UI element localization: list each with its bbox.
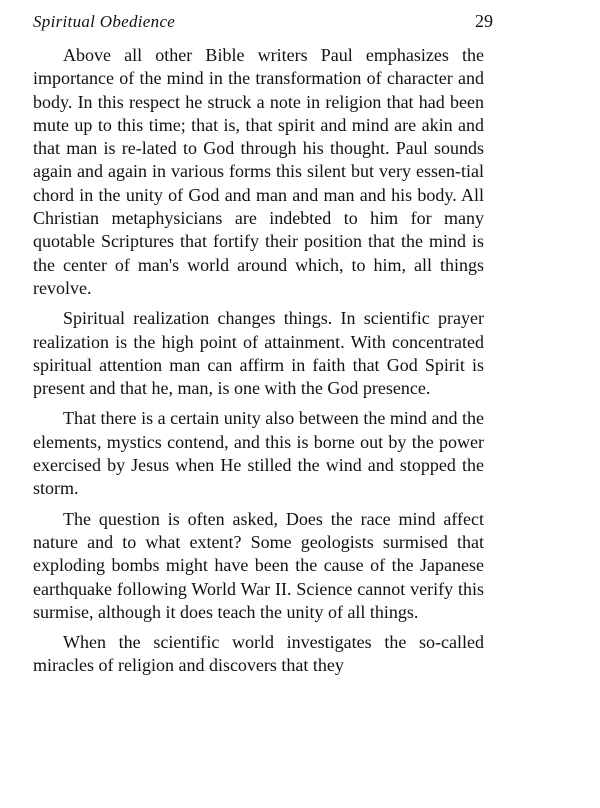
running-head xyxy=(33,12,493,38)
paragraph: When the scientific world investigates the so-called miracles of religion and discovers that they xyxy=(33,632,484,676)
running-title: Spiritual Obedience xyxy=(33,12,176,31)
body-text xyxy=(33,44,484,685)
paragraph: The question is often asked, Does the race mind affect nature and to what extent? Some geologists surmised that exploding bombs might have been the cause of the Japanese earthquake following World War II. Science cannot verify this surmise, although it does teach the unity of all things. xyxy=(33,508,484,622)
paragraph: Above all other Bible writers Paul emphasizes the importance of the mind in the transformation of character and body. In this respect he struck a note in religion that had been mute up to this time; that is, that spirit and mind are akin and that man is re-lated to God through his thought. Paul sounds again and again in various forms this silent but very essen-tial chord in the unity of God and man and man and his body. All Christian metaphysicians are indebted to him for many quotable Scriptures that fortify their position that the mind is the center of man's world around which, to him, all things revolve. xyxy=(33,45,484,298)
page-number: 29 xyxy=(475,11,493,31)
paragraph: Spiritual realization changes things. In scientific prayer realization is the high point of attainment. With concentrated spiritual attention man can affirm in faith that God Spirit is present and that he, man, is one with the God presence. xyxy=(33,308,484,399)
paragraph: That there is a certain unity also between the mind and the elements, mystics contend, and this is borne out by the power exercised by Jesus when He stilled the wind and stopped the storm. xyxy=(33,408,484,499)
